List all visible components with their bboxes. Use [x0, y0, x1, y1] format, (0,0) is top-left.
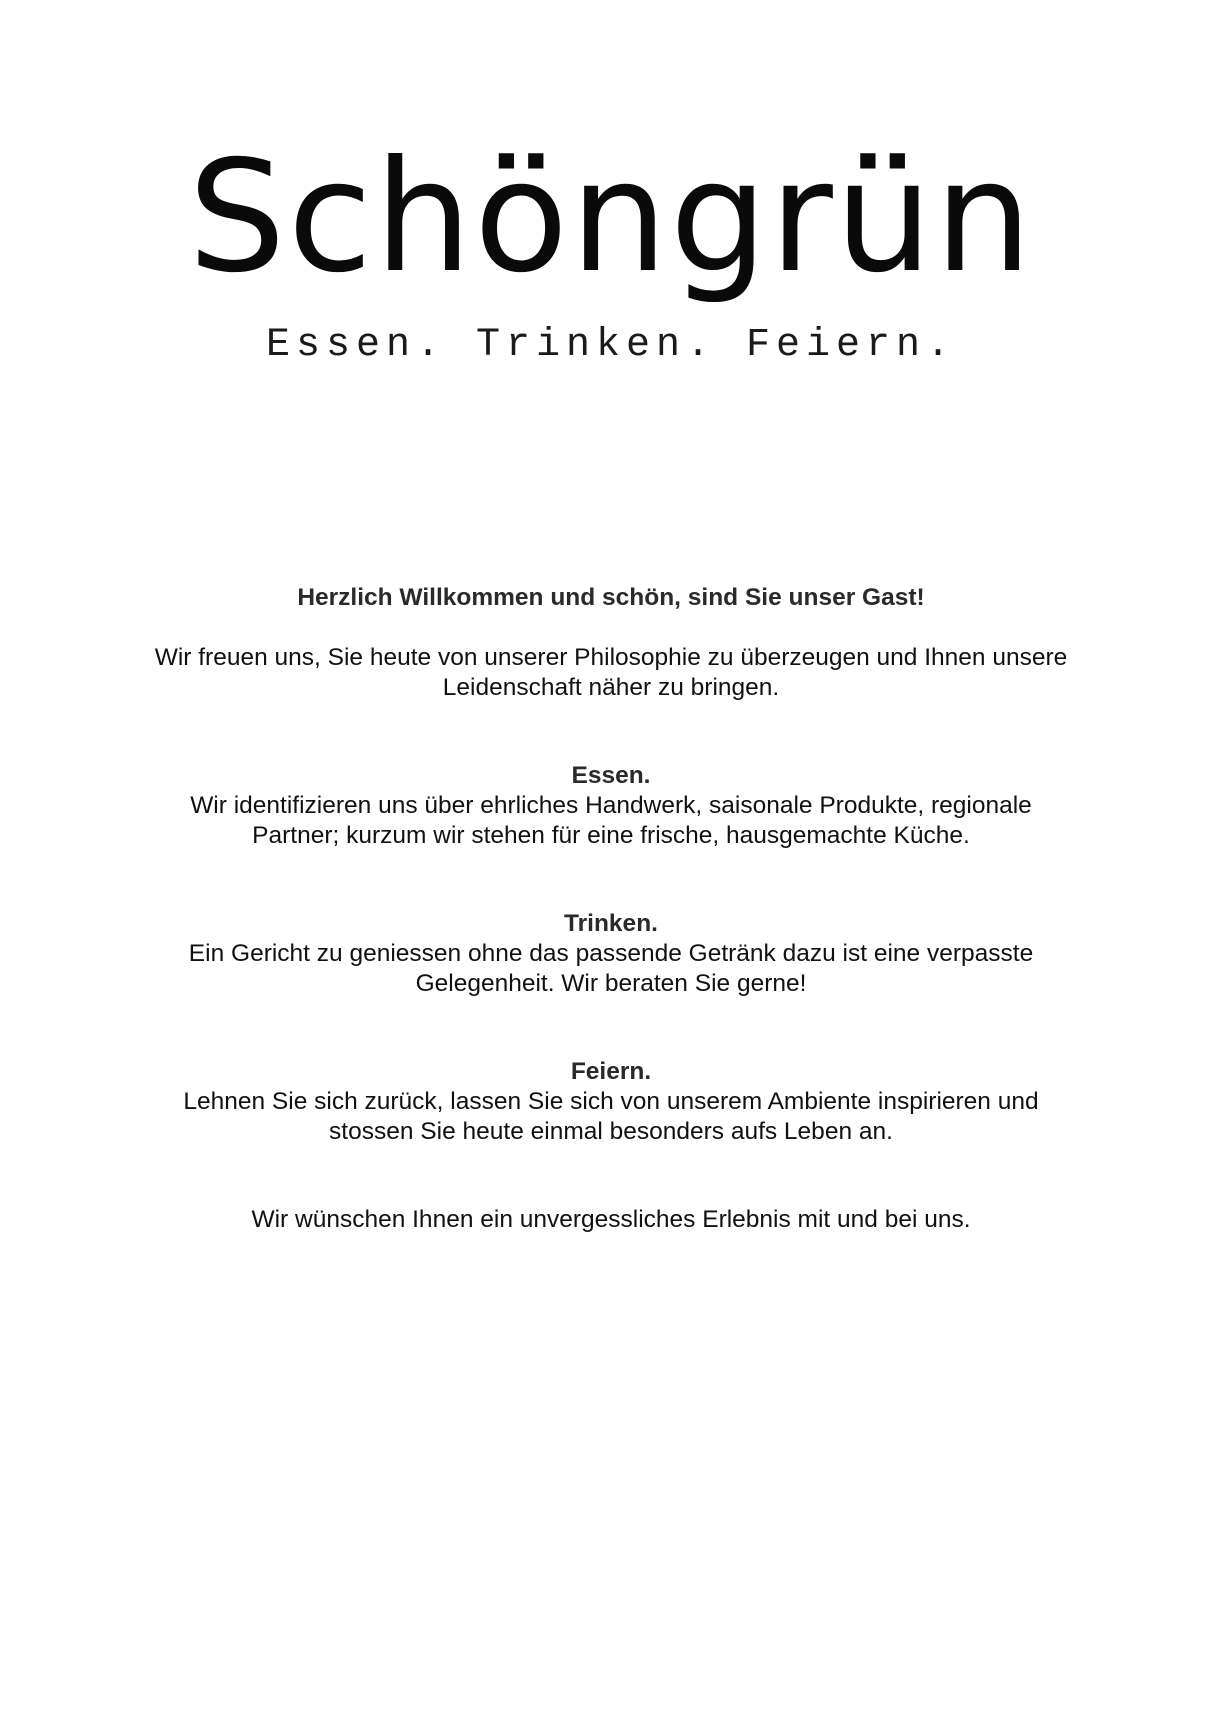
section-essen — [111, 761, 1111, 851]
brand-tagline: Essen. Trinken. Feiern. — [265, 323, 957, 368]
section-line: Gelegenheit. Wir beraten Sie gerne! — [415, 970, 807, 997]
section-line: Lehnen Sie sich zurück, lassen Sie sich von unserem Ambiente inspirieren und — [183, 1088, 1039, 1115]
section-text-essen — [111, 791, 1111, 851]
section-line: Partner; kurzum wir stehen für eine frische, hausgemachte Küche. — [252, 822, 970, 849]
section-title-trinken: Trinken. — [564, 910, 658, 937]
section-text-feiern — [111, 1087, 1111, 1147]
welcome-text-block — [111, 583, 1111, 1235]
section-line: stossen Sie heute einmal besonders aufs Leben an. — [329, 1118, 893, 1145]
intro-line: Leidenschaft näher zu bringen. — [442, 674, 780, 701]
section-title-essen: Essen. — [571, 762, 651, 789]
section-line: Ein Gericht zu geniessen ohne das passende Getränk dazu ist eine verpasste — [188, 940, 1034, 967]
welcome-heading: Herzlich Willkommen und schön, sind Sie unser Gast! — [297, 584, 925, 611]
intro-line: Wir freuen uns, Sie heute von unserer Philosophie zu überzeugen und Ihnen unsere — [154, 644, 1068, 671]
section-trinken — [111, 909, 1111, 999]
section-feiern — [111, 1057, 1111, 1147]
brand-logo: Schöngrün — [187, 128, 1035, 307]
intro-paragraph — [111, 643, 1111, 703]
section-text-trinken — [111, 939, 1111, 999]
section-title-feiern: Feiern. — [570, 1058, 652, 1085]
closing-sentence: Wir wünschen Ihnen ein unvergessliches Erlebnis mit und bei uns. — [251, 1206, 971, 1233]
section-line: Wir identifizieren uns über ehrliches Handwerk, saisonale Produkte, regionale — [190, 792, 1032, 819]
